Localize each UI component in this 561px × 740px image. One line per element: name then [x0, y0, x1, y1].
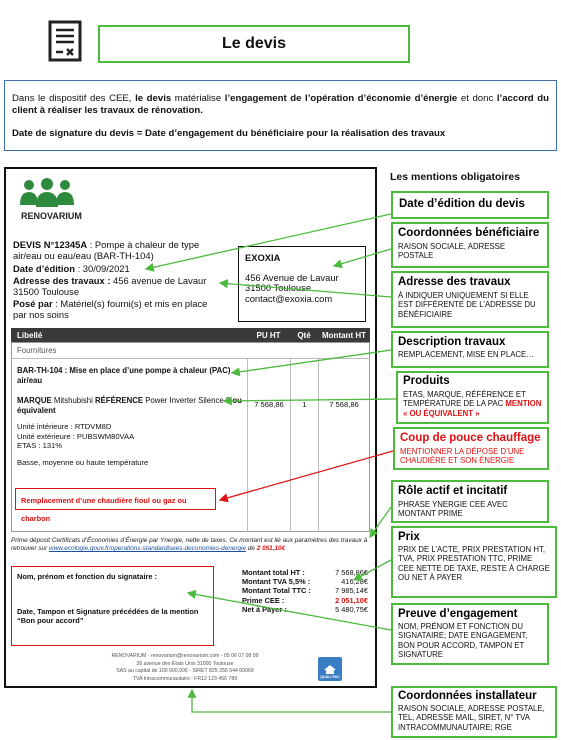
unit-int: Unité intérieure : RTDVM8D — [17, 422, 112, 431]
unit-ext: Unité extérieure : PUBSWM80VAA — [17, 431, 135, 441]
house-icon — [323, 664, 337, 674]
arrow-installateur — [192, 690, 391, 712]
etas: ETAS : 131% — [17, 441, 63, 451]
callout-installateur: Coordonnées installateur RAISON SOCIALE, ADRESSE POSTALE, TEL, ADRESSE MAIL, SIRET, N° TVA INTRACOMMUNAUTAIRE; RGE — [391, 686, 557, 738]
table-section: Fournitures — [17, 346, 57, 355]
signature-date: Date, Tampon et Signature précédées de la mention “Bon pour accord” — [17, 607, 199, 626]
item-title: BAR-TH-104 : Mise en place d’une pompe à chaleur (PAC) air/eau — [17, 366, 231, 385]
total-row: Montant TVA 5,5% : 416,28€ — [242, 577, 368, 587]
item-details — [17, 422, 148, 467]
callout-beneficiaire: Coordonnées bénéficiaire RAISON SOCIALE, ADRESSE POSTALE — [391, 222, 549, 268]
callout-prix: Prix PRIX DE L’ACTE, PRIX PRESTATION HT, TVA, PRIX PRESTATION TTC, PRIME CEE NETTE DE TAXE, RESTE À CHARGE OU NET À PAYER — [391, 526, 557, 598]
devis-date: Date d’édition : 30/09/2021 — [13, 263, 130, 274]
client-line2: 31500 Toulouse — [245, 282, 312, 293]
devis-address: Adresse des travaux : 456 avenue de Lavaur 31500 Toulouse — [13, 275, 207, 297]
replacement-text: Remplacement d’une chaudière fioul ou gaz ou charbon — [21, 496, 187, 523]
total-row: Prime CEE : 2 051,10€ — [242, 595, 368, 605]
item-marque: MARQUE Mitshubishi RÉFÉRENCE Power Inverter Silence 8 ou équivalent — [17, 396, 242, 415]
client-line3: contact@exoxia.com — [245, 292, 333, 304]
signature-box — [11, 566, 214, 646]
callout-produits: Produits ETAS, MARQUE, RÉFÉRENCE ET TEMPÉRATURE DE LA PAC MENTION « OU ÉQUIVALENT » — [396, 371, 549, 424]
prime-link[interactable]: www.ecologie.gouv.fr/operations-standardisees-deconomies-denergie — [49, 545, 247, 553]
callout-date: Date d’édition du devis — [391, 191, 549, 219]
item-montant: 7 568,86 — [329, 400, 359, 409]
document-icon — [48, 20, 82, 62]
col-montant: Montant HT — [322, 330, 366, 340]
table-divider-1 — [247, 358, 248, 532]
item-qty: 1 — [302, 400, 307, 409]
total-row: Montant Total TTC : 7 985,14€ — [242, 586, 368, 596]
section-row-line — [11, 358, 370, 359]
callout-coup-de-pouce: Coup de pouce chauffage MENTIONNER LA DÉPOSE D’UNE CHAUDIÈRE ET SON ÉNERGIE — [393, 427, 549, 470]
col-pu: PU HT — [256, 330, 281, 340]
table-divider-3 — [318, 358, 319, 532]
temperature: Basse, moyenne ou haute température — [17, 457, 149, 467]
qualipac-badge: QUALI PAC — [318, 657, 342, 681]
callout-adresse: Adresse des travaux À INDIQUER UNIQUEMENT SI ELLE EST DIFFÉRENTE DE L’ADRESSE DU BÉNÉFICIAIRE — [391, 271, 549, 328]
signature-title: Nom, prénom et fonction du signataire : — [17, 572, 158, 581]
company-name: RENOVARIUM — [21, 211, 82, 221]
callout-preuve: Preuve d’engagement NOM, PRÉNOM ET FONCTION DU SIGNATAIRE; DATE ENGAGEMENT, BON POUR ACCORD, TAMPON ET SIGNATURE — [391, 603, 549, 665]
client-box — [238, 246, 366, 322]
callout-role: Rôle actif et incitatif PHRASE YNERGIE CEE AVEC MONTANT PRIME — [391, 480, 549, 523]
page-title: Le devis — [221, 35, 287, 52]
intro-box — [4, 80, 557, 151]
page-title-box — [98, 25, 410, 63]
side-title: Les mentions obligatoires — [390, 171, 521, 183]
intro-definition: Date de signature du devis = Date d’engagement du bénéficiaire pour la réalisation des travaux — [12, 128, 446, 139]
total-row: Montant total HT : 7 568,86€ — [242, 568, 368, 577]
total-row: Net à Payer : 5 480,75€ — [242, 604, 368, 614]
table-divider-2 — [290, 358, 291, 532]
devis-footer: RENOVARIUM - renovarium@renovarium.com - 05 06 07 08 09 26 avenue des États Unis 31000 Toulouse SAS au capital de 100 000,00€ - SIRET 825 256 544 00069 TVA Intracommunautaire : FR12 123 456 789 — [111, 653, 259, 682]
col-libelle: Libellé — [17, 330, 43, 340]
prime-text: Prime déposit Certificats d’Économies d’Énergie par Ynergie, nette de taxes. Ce montant est lié aux paramètres des travaux à retrouver sur www.ecologie.gouv.fr/operations-standardisees-deconomies-denergie de 2 051,10€ — [11, 537, 368, 553]
table-header — [11, 328, 370, 342]
client-line1: 456 Avenue de Lavaur — [245, 271, 339, 283]
callout-description: Description travaux REMPLACEMENT, MISE EN PLACE… — [391, 331, 549, 368]
devis-ref: DEVIS N°12345A : Pompe à chaleur de type air/eau ou eau/eau (BAR-TH-104) — [13, 239, 200, 261]
devis-pose: Posé par : Matériel(s) fourni(s) et mis en place par nos soins — [13, 298, 208, 320]
col-qte: Qté — [297, 330, 311, 340]
item-pu: 7 568,86 — [254, 400, 284, 409]
client-name: EXOXIA — [245, 252, 281, 263]
totals — [242, 568, 368, 614]
replacement-box — [15, 488, 216, 523]
intro-paragraph: Dans le dispositif des CEE, le devis matérialise l’engagement de l’opération d’économie d’énergie et donc l’accord du client à réaliser les travaux de rénovation. — [12, 93, 549, 116]
devis-info — [13, 239, 223, 320]
company-logo — [18, 177, 76, 209]
